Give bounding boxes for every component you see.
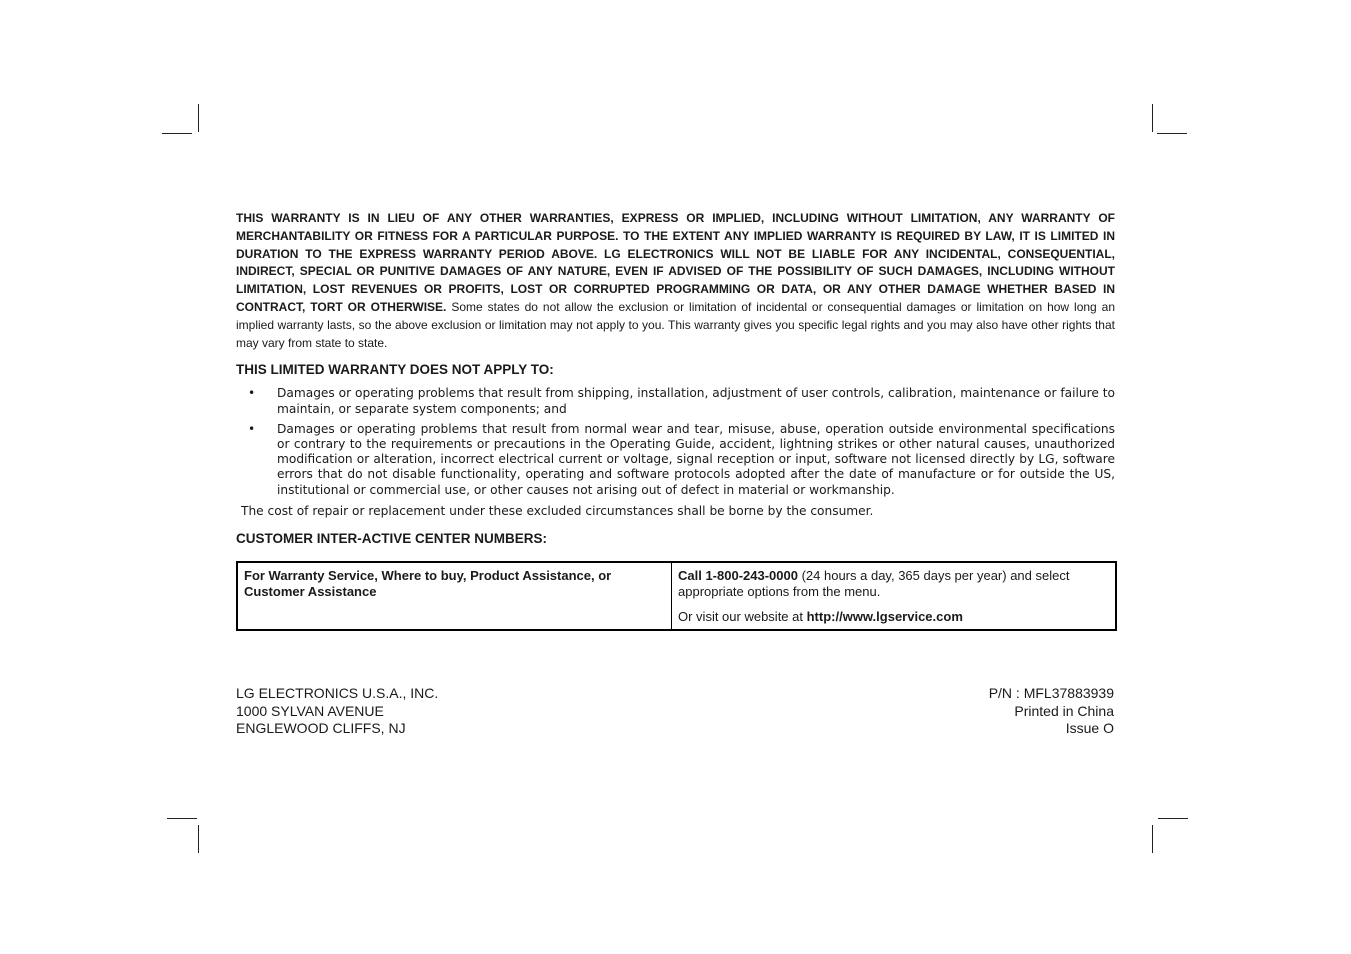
printed-location: Printed in China: [1014, 702, 1114, 719]
visit-text: Or visit our website at: [678, 608, 807, 624]
crop-mark-bottom-left-vertical: [198, 825, 199, 853]
crop-mark-bottom-right-vertical: [1152, 825, 1153, 853]
crop-mark-top-right-vertical: [1152, 104, 1153, 132]
crop-mark-bottom-right-horizontal: [1158, 818, 1188, 819]
street-address: 1000 SYLVAN AVENUE: [236, 702, 384, 719]
exclusion-text: Damages or operating problems that result from normal wear and tear, misuse, abuse, operation outside environmental specifications or contrary to the requirements or precautions in the Operating Guide, accident, lightning strikes or other natural causes, unauthorized modification or alteration, incorrect electrical current or voltage, signal reception or input, software not licensed directly by LG, software errors that do not disable functionality, operating and software protocols adopted after the date of manufacture or for outside the US, institutional or commercial use, or other causes not arising out of defect in material or workmanship.: [277, 421, 1115, 497]
disclaimer-caps-text: THIS WARRANTY IS IN LIEU OF ANY OTHER WARRANTIES, EXPRESS OR IMPLIED, INCLUDING WITHOUT LIMITATION, ANY WARRANTY OF MERCHANTABILITY OR FITNESS FOR A PARTICULAR PURPOSE. TO THE EXTENT ANY IMPLIED WARRANTY IS REQUIRED BY LAW, IT IS LIMITED IN DURATION TO THE EXPRESS WARRANTY PERIOD ABOVE. LG ELECTRONICS WILL NOT BE LIABLE FOR ANY INCIDENTAL, CONSEQUENTIAL, INDIRECT, SPECIAL OR PUNITIVE DAMAGES OF ANY NATURE, EVEN IF ADVISED OF THE POSSIBILITY OF SUCH DAMAGES, INCLUDING WITHOUT LIMITATION, LOST REVENUES OR PROFITS, LOST OR CORRUPTED PROGRAMMING OR DATA, OR ANY OTHER DAMAGE WHETHER BASED IN CONTRACT, TORT OR OTHERWISE.: [236, 211, 1115, 314]
warranty-disclaimer: [236, 210, 1115, 352]
warranty-content: [236, 210, 1115, 631]
bullet-icon: •: [248, 421, 256, 436]
list-item: [236, 422, 1115, 498]
contact-heading: CUSTOMER INTER-ACTIVE CENTER NUMBERS:: [236, 530, 548, 546]
print-info: [989, 685, 1114, 738]
list-item: [236, 386, 1115, 416]
exclusion-text: Damages or operating problems that result from shipping, installation, adjustment of user controls, calibration, maintenance or failure to maintain, or separate system components; and: [277, 386, 1115, 416]
exclusions-list: [236, 386, 1115, 497]
service-label: For Warranty Service, Where to buy, Product Assistance, or Customer Assistance: [237, 562, 672, 630]
table-row: [237, 562, 1116, 630]
disclaimer-normal-text: Some states do not allow the exclusion or limitation of incidental or consequential damages or limitation on how long an implied warranty lasts, so the above exclusion or limitation may not apply to you. This warranty gives you specific legal rights and you may also have other rights that may vary from state to state.: [236, 299, 1116, 350]
crop-mark-bottom-left-horizontal: [167, 818, 197, 819]
city-state: ENGLEWOOD CLIFFS, NJ: [236, 720, 406, 737]
part-number: P/N : MFL37883939: [988, 685, 1114, 701]
cost-note: The cost of repair or replacement under these excluded circumstances shall be borne by the consumer.: [241, 503, 874, 518]
bullet-icon: •: [248, 386, 256, 401]
crop-mark-top-right-horizontal: [1157, 133, 1187, 134]
exclusions-heading: THIS LIMITED WARRANTY DOES NOT APPLY TO:: [236, 362, 554, 378]
contact-details: [672, 562, 1117, 630]
company-name: LG ELECTRONICS U.S.A., INC.: [236, 685, 439, 701]
company-address: [236, 685, 438, 738]
call-info: [678, 568, 1109, 600]
issue-label: Issue O: [1065, 720, 1114, 737]
phone-number: Call 1-800-243-0000: [678, 567, 798, 583]
crop-mark-top-left-horizontal: [162, 133, 192, 134]
website-info: [678, 609, 1109, 625]
contact-table: [236, 561, 1117, 631]
crop-mark-top-left-vertical: [198, 104, 199, 132]
website-link[interactable]: http://www.lgservice.com: [806, 608, 963, 624]
call-hours: (24 hours a day, 365 days per year) and select appropriate options from the menu.: [678, 567, 1070, 599]
